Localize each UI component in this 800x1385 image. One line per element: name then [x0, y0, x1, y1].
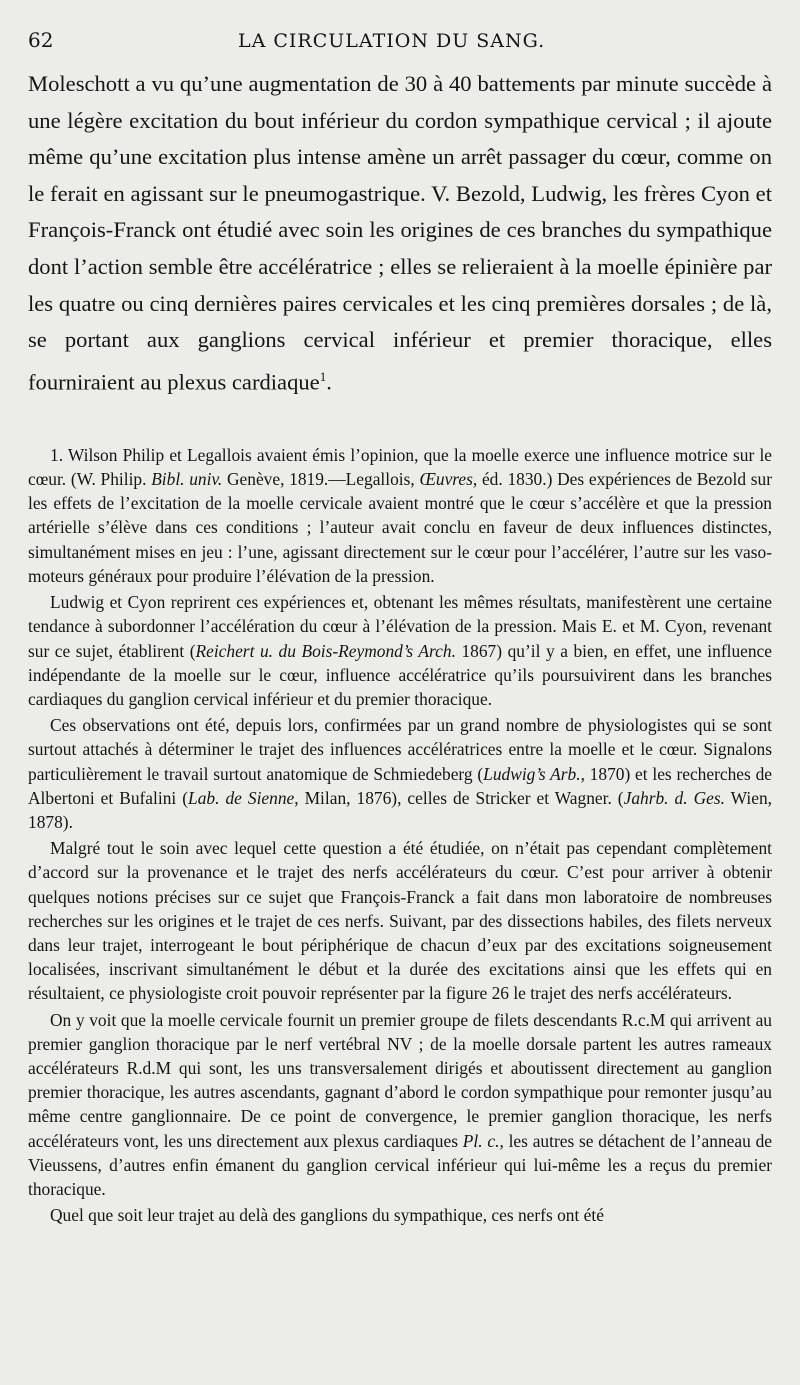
text: Genève, 1819.—Legallois, [222, 469, 420, 490]
footnote-paragraph-4: Malgré tout le soin avec lequel cette question a été étudiée, on n’était pas cependant complètement d’accord sur la provenance et le trajet des nerfs accélérateurs du cœur. C’est pour arriver à obtenir quelques notions précises sur ce sujet que François-Franck a fait dans mon laboratoire de nombreuses recherches sur les origines et le trajet de ces nerfs. Suivant, par des dissections habiles, des filets nerveux dans leur trajet, interrogeant le bout périphérique de chacun d’eux par des excitations soigneusement localisées, inscrivant simultanément le début et la durée des excitations ainsi que les effets qui en résultaient, ce physiologiste croit pouvoir représenter par la figure 26 le trajet des nerfs accélérateurs. [28, 838, 772, 1004]
citation: Pl. c. [462, 1130, 500, 1151]
running-title: LA CIRCULATION DU SANG. [238, 30, 546, 52]
footnote-paragraph-1 [28, 443, 772, 588]
footnote-paragraph-6: Quel que soit leur trajet au delà des ganglions du sympathique, ces nerfs ont été [50, 1205, 604, 1226]
text: On y voit que la moelle cervicale fournit un premier groupe de filets descendants R.c.M qui arrivent au premier ganglion thoracique par le nerf vertébral NV ; de la moelle dorsale partent les autres rameaux accélérateurs R.d.M qui sont, les uns transversalement dirigés et aboutissent directement au ganglion premier thoracique, les autres ascendants, gagnant d’abord le cordon sympathique pour remonter jusqu’au même centre ganglionnaire. De ce point de convergence, le premier ganglion thoracique, les nerfs accélérateurs vont, les uns directement aux plexus cardiaques [28, 1009, 772, 1151]
footnote-paragraph-3 [28, 713, 772, 834]
citation: Ludwig’s Arb. [483, 763, 581, 784]
citation: Reichert u. du Bois-Reymond’s Arch. [195, 640, 456, 661]
citation: Lab. de Sienne [188, 787, 295, 808]
footnote-marker: 1 [319, 368, 327, 384]
text: , les autres se détachent de l’anneau de Vieussens, d’autres enfin émanent du ganglion cervical inférieur qui lui-même les a reçus du premier thoracique. [28, 1130, 772, 1199]
footnotes [28, 443, 772, 1228]
page-header [28, 28, 772, 66]
text: Ces observations ont été, depuis lors, confirmées par un grand nombre de physiologistes qui se sont surtout attachés à déterminer le trajet des influences accélératrices entre la moelle et le cœur. Signalons particulièrement le travail surtout anatomique de Schmiedeberg ( [28, 715, 772, 784]
citation: Jahrb. d. Ges. [623, 787, 725, 808]
footnote-paragraph-5 [28, 1008, 772, 1202]
text: , Milan, 1876), celles de Stricker et Wagner. ( [294, 787, 624, 808]
text: 1. Wilson Philip et Legallois avaient émis l’opinion, que la moelle exerce une influence motrice sur le cœur. (W. Philip. [28, 444, 772, 490]
main-paragraph-text: Moleschott a vu qu’une augmentation de 30 à 40 battements par minute succède à une légère excitation du bout inférieur du cordon sympathique cervical ; il ajoute même qu’une excitation plus intense amène un arrêt passager du cœur, comme on le ferait en agissant sur le pneumogastrique. V. Bezold, Ludwig, les frères Cyon et François-Franck ont étudié avec soin les origines de ces branches du sympathique dont l’action semble être accélératrice ; elles se relieraient à la moelle épinière par les quatre ou cinq dernières paires cervicales et les cinq premières dorsales ; de là, se portant aux ganglions cervical inférieur et premier thoracique, elles fourniraient au plexus cardiaque [28, 71, 772, 395]
citation: Œuvres [419, 469, 473, 490]
text: Wien, 1878). [28, 787, 772, 832]
text: 1867) qu’il y a bien, en effet, une influence indépendante de la moelle sur le cœur, influence accélératrice qu’ils poursuivirent dans les branches cardiaques du ganglion cervical inférieur et du premier thoracique. [28, 640, 772, 709]
text: , éd. 1830.) Des expériences de Bezold sur les effets de l’excitation de la moelle cervicale avaient montré que le cœur s’accélère et que la pression artérielle s’élève dans ces conditions ; l’auteur avait conclu en faveur de deux influences distinctes, simultanément mises en jeu : l’une, agissant directement sur le cœur pour l’accélérer, l’autre sur les vaso-moteurs généraux pour produire l’élévation de la pression. [28, 469, 773, 586]
text: , 1870) et les recherches de Albertoni et Bufalini ( [28, 763, 772, 808]
main-text [28, 66, 772, 401]
main-paragraph-end: . [326, 369, 332, 395]
main-paragraph [28, 66, 772, 401]
citation: Bibl. univ. [151, 469, 223, 490]
text: Ludwig et Cyon reprirent ces expériences et, obtenant les mêmes résultats, manifestèrent une certaine tendance à subordonner l’accélération du cœur à l’élévation de la pression. Mais E. et M. Cyon, revenant sur ce sujet, établirent ( [28, 592, 772, 661]
page-number: 62 [28, 28, 54, 52]
footnote-paragraph-2 [28, 590, 772, 711]
